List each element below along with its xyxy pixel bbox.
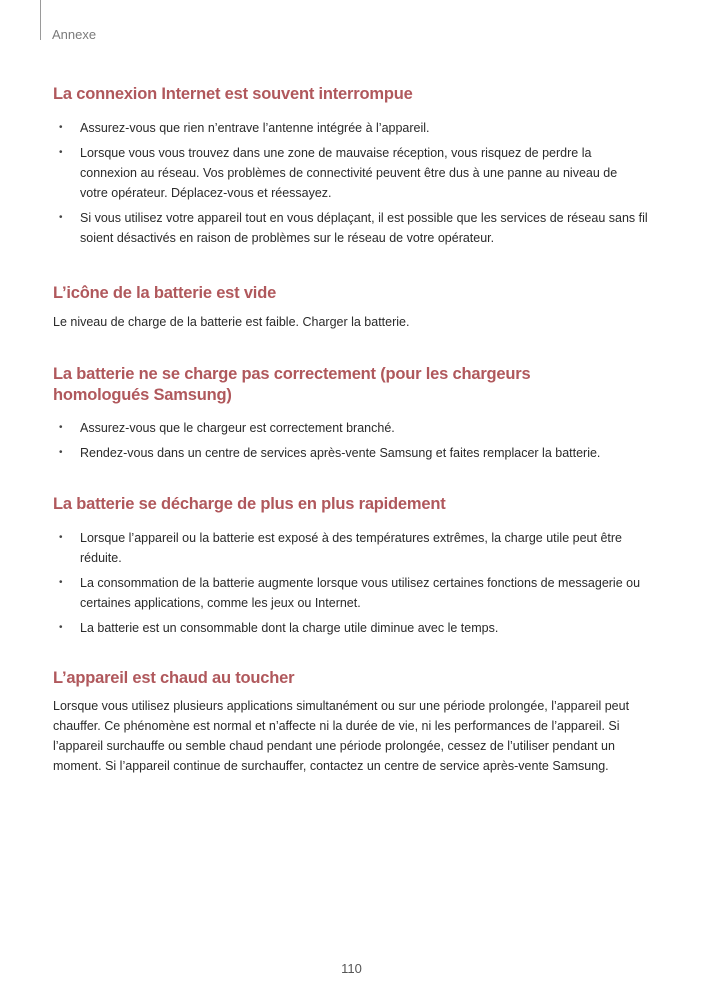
heading-battery-icon: L’icône de la batterie est vide xyxy=(53,284,277,302)
list-item-text: La batterie est un consommable dont la charge utile diminue avec le temps. xyxy=(80,621,499,635)
list-item xyxy=(53,528,648,568)
bullet-icon: • xyxy=(59,577,63,588)
heading-discharge: La batterie se décharge de plus en plus rapidement xyxy=(53,495,446,513)
list-item xyxy=(53,618,648,638)
paragraph-heat: Lorsque vous utilisez plusieurs applications simultanément ou sur une période prolongée, l’appareil peut chauffer. Ce phénomène est normal et n’affecte ni la durée de vie, ni les performances de l’appareil. Si l’appareil surchauffe ou semble chaud pendant une période prolongée, cessez de l’utiliser pendant un moment. Si l’appareil continue de surchauffer, contactez un centre de service après-vente Samsung. xyxy=(53,699,630,773)
list-item-text: Assurez-vous que le chargeur est correctement branché. xyxy=(80,421,395,435)
section-label: Annexe xyxy=(52,27,97,42)
list-item-text: Lorsque vous vous trouvez dans une zone de mauvaise réception, vous risquez de perdre la connexion au réseau. Vos problèmes de connectivité peuvent être dus à une panne au niveau de votre opérateur. Déplacez-vous et réessayez. xyxy=(80,146,618,200)
list-discharge xyxy=(53,528,648,638)
list-item-text: Lorsque l’appareil ou la batterie est exposé à des températures extrêmes, la charge utile peut être réduite. xyxy=(80,531,622,565)
list-item xyxy=(53,208,648,248)
list-item-text: Assurez-vous que rien n’entrave l’antenne intégrée à l’appareil. xyxy=(80,121,430,135)
list-item xyxy=(53,118,648,138)
list-item-text: Rendez-vous dans un centre de services après-vente Samsung et faites remplacer la batterie. xyxy=(80,446,601,460)
heading-charging-line1: La batterie ne se charge pas correctement (pour les chargeurs xyxy=(53,365,531,383)
section-discharge xyxy=(53,494,648,638)
page-content xyxy=(53,84,648,776)
list-item xyxy=(53,443,648,463)
section-battery-icon xyxy=(53,283,648,332)
bullet-icon: • xyxy=(59,212,63,223)
heading-charging-line2: homologués Samsung) xyxy=(53,386,232,404)
list-item-text: Si vous utilisez votre appareil tout en vous déplaçant, il est possible que les services de réseau sans fil soient désactivés en raison de problèmes sur le réseau de votre opérateur. xyxy=(80,211,648,245)
paragraph-battery-icon: Le niveau de charge de la batterie est faible. Charger la batterie. xyxy=(53,315,410,329)
list-item xyxy=(53,573,648,613)
page-number: 110 xyxy=(341,961,362,976)
heading-heat: L’appareil est chaud au toucher xyxy=(53,669,295,687)
list-item xyxy=(53,143,648,203)
heading-internet: La connexion Internet est souvent interrompue xyxy=(53,85,413,103)
bullet-icon: • xyxy=(59,147,63,158)
heading-charging xyxy=(53,364,648,406)
bullet-icon: • xyxy=(59,422,63,433)
bullet-icon: • xyxy=(59,447,63,458)
bullet-icon: • xyxy=(59,622,63,633)
bullet-icon: • xyxy=(59,122,63,133)
section-internet xyxy=(53,84,648,248)
header-rule xyxy=(40,0,41,40)
bullet-icon: • xyxy=(59,532,63,543)
list-internet xyxy=(53,118,648,248)
list-item xyxy=(53,418,648,438)
list-charging xyxy=(53,418,648,463)
section-charging xyxy=(53,364,648,463)
section-heat xyxy=(53,668,648,776)
list-item-text: La consommation de la batterie augmente lorsque vous utilisez certaines fonctions de messagerie ou certaines applications, comme les jeux ou Internet. xyxy=(80,576,641,610)
